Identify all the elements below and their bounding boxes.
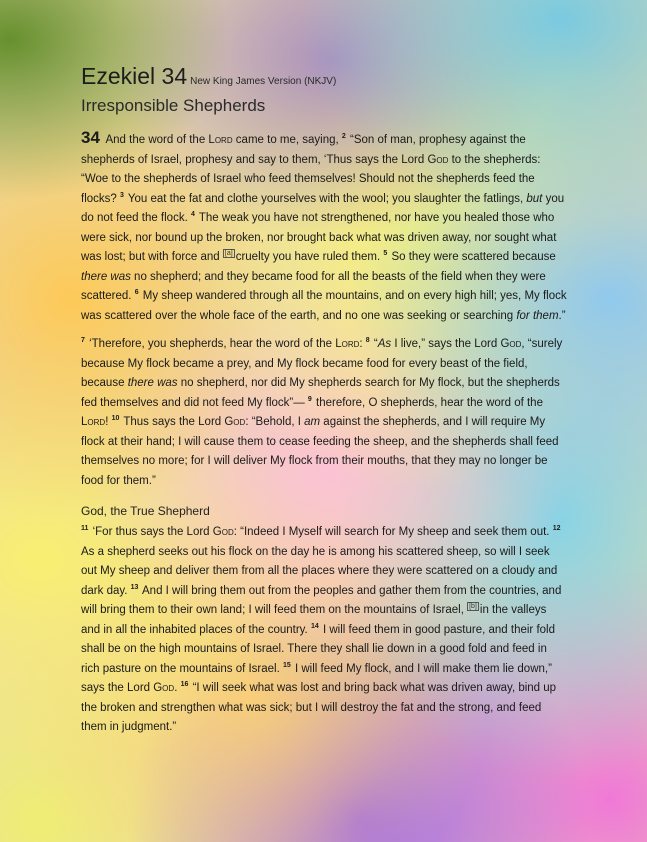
verse-number: 3	[120, 191, 124, 199]
verse-number: 10	[111, 415, 120, 422]
verse-number: 5	[383, 250, 388, 257]
title-row	[81, 63, 567, 90]
paragraph-verses-1-6: 34 And the word of the Lord came to me, saying, $^2$ “Son of man, prophesy against the shepherds of Israel, prophesy and say to them, ‘Thus says the Lord God to the shepherds: “Woe to the shepherds of Israel who feed themselves! Should not the shepherds feed the flocks? $^3$ You eat the fat and clothe yourselves with the wool; you slaughter the fatlings, but you do not feed the flock. $^4$ The weak you have not strengthened, nor have you healed those who were sick, nor bound up the broken, nor brought back what was driven away, nor sought what was lost; but with force and [a] cruelty you have ruled them. $^5$ So they were scattered because there was no shepherd; and they became food for all the beasts of the field when they were scattered. $^6$ My sheep wandered through all the mountains, and on every high hill; yes, My flock was scattered over the whole face of the earth, and no one was seeking or searching for them.”	[81, 128, 567, 322]
paragraph-verses-11-16: $^{11}$ ‘For thus says the Lord God: “Indeed I Myself will search for My sheep and seek them out. $^{12}$ As a shepherd seeks out his flock on the day he is among his scattered sheep, so will I seek out My sheep and deliver them from all the places where they were scattered on a cloudy and dark day. $^{13}$ And I will bring them out from the peoples and gather them from the countries, and will bring them to their own land; I will feed them on the mountains of Israel, [b] in the valleys and in all the inhabited places of the country. $^{14}$ I will feed them in good pasture, and their fold shall be on the high mountains of Israel. There they shall lie down in a good fold and feed in rich pasture on the mountains of Israel. $^{15}$ I will feed My flock, and I will make them lie down,” says the Lord God. $^{16}$ “I will seek what was lost and bring back what was driven away, bind up the broken and strengthen what was sick; but I will destroy the fat and the strong, and feed them in judgment.”	[81, 525, 562, 733]
paragraph-verses-7-10: $^7$ ‘Therefore, you shepherds, hear the word of the Lord: $^8$ “As I live,” says the Lord God, “surely because My flock became a prey, and My flock became food for every beast of the field, because there was no shepherd, nor did My shepherds search for My flock, but the shepherds fed themselves and did not feed My flock”— $^9$ therefore, O shepherds, hear the word of the Lord! $^{10}$ Thus says the Lord God: “Behold, I am against the shepherds, and I will require My flock at their hand; I will cause them to cease feeding the sheep, and the shepherds shall feed themselves no more; for I will deliver My flock from their mouths, that they may no longer be food for them.”	[81, 337, 563, 487]
verse-number: 7	[81, 337, 85, 344]
page-title: Ezekiel 34	[81, 63, 188, 89]
section-heading-irresponsible-shepherds: Irresponsible Shepherds	[81, 96, 266, 115]
verse-number: 16	[180, 681, 189, 688]
verse-number: 15	[283, 661, 291, 669]
document-page	[81, 63, 567, 738]
footnote-link-a[interactable]: [a]	[224, 250, 233, 257]
verse-number: 6	[134, 289, 139, 296]
verse-number: 14	[310, 622, 319, 630]
verse-number: 12	[552, 525, 561, 532]
version-label: New King James Version (NKJV)	[190, 76, 337, 87]
verse-number: 8	[365, 337, 370, 344]
footnote-link-b[interactable]: [b]	[469, 603, 477, 610]
chapter-number: 34	[81, 128, 100, 147]
verse-number: 11	[81, 525, 89, 532]
verse-number: 2	[341, 133, 346, 140]
verse-number: 4	[190, 211, 195, 218]
verse-number: 9	[307, 395, 312, 403]
section-heading-true-shepherd: God, the True Shepherd	[81, 504, 210, 518]
verse-number: 13	[130, 583, 139, 591]
